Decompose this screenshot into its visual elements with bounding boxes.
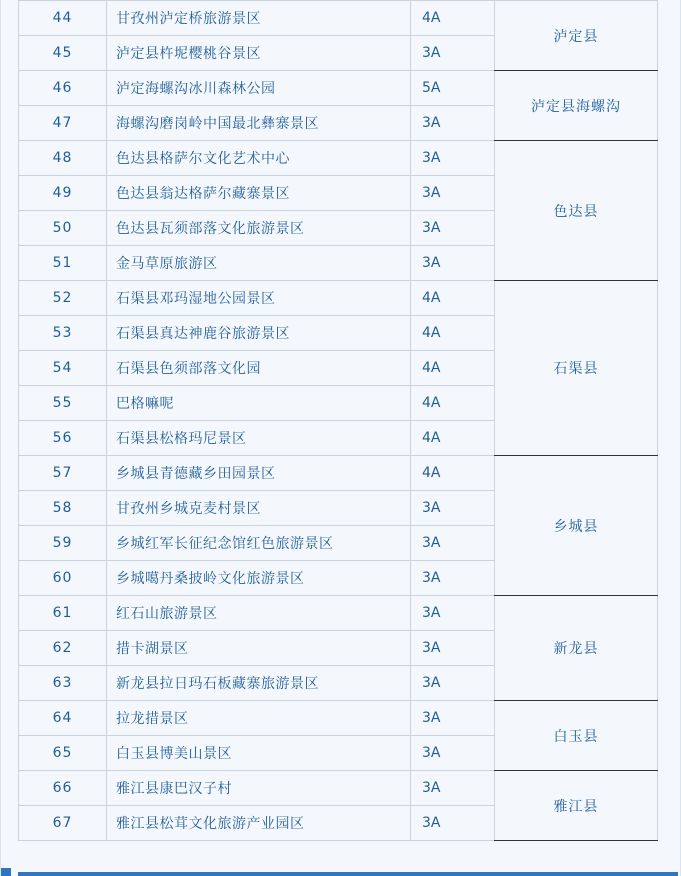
scenic-area-table [18,0,658,841]
scenic-area-level: 4A [411,281,495,316]
scenic-area-level: 3A [411,561,495,596]
row-number: 52 [19,281,107,316]
row-number: 51 [19,246,107,281]
table-row [19,281,658,316]
scenic-area-level: 3A [411,806,495,841]
county-name: 白玉县 [553,728,599,745]
scenic-area-name: 雅江县康巴汉子村 [107,771,411,806]
county-name: 泸定县海螺沟 [531,98,621,115]
scenic-area-name: 甘孜州乡城克麦村景区 [107,491,411,526]
scenic-area-name: 乡城红军长征纪念馆红色旅游景区 [107,526,411,561]
scenic-area-name: 红石山旅游景区 [107,596,411,631]
table-row [19,71,658,106]
scenic-area-level: 3A [411,596,495,631]
row-number: 49 [19,176,107,211]
scenic-area-name: 海螺沟磨岗岭中国最北彝寨景区 [107,106,411,141]
table-row [19,596,658,631]
scenic-area-name: 甘孜州泸定桥旅游景区 [107,1,411,36]
scenic-area-level: 3A [411,176,495,211]
scenic-area-name: 乡城县青德藏乡田园景区 [107,456,411,491]
table-row [19,456,658,491]
row-number: 58 [19,491,107,526]
county-name: 色达县 [553,203,599,220]
scenic-area-name: 色达县瓦须部落文化旅游景区 [107,211,411,246]
scenic-area-name: 拉龙措景区 [107,701,411,736]
county-name: 泸定县 [553,28,599,45]
scenic-area-level: 3A [411,701,495,736]
county-cell [495,1,658,71]
scenic-area-name: 金马草原旅游区 [107,246,411,281]
scenic-area-level: 3A [411,736,495,771]
table-row [19,141,658,176]
scenic-area-level: 4A [411,316,495,351]
scenic-area-level: 3A [411,526,495,561]
scenic-area-level: 3A [411,211,495,246]
scenic-area-name: 色达县翁达格萨尔藏寨景区 [107,176,411,211]
scenic-area-level: 3A [411,771,495,806]
scenic-area-name: 色达县格萨尔文化艺术中心 [107,141,411,176]
row-number: 66 [19,771,107,806]
row-number: 63 [19,666,107,701]
scenic-area-name: 泸定海螺沟冰川森林公园 [107,71,411,106]
scenic-area-level: 3A [411,491,495,526]
county-cell [495,771,658,841]
scenic-area-name: 新龙县拉日玛石板藏寨旅游景区 [107,666,411,701]
table-row [19,701,658,736]
row-number: 57 [19,456,107,491]
county-name: 新龙县 [553,641,599,657]
scenic-area-level: 4A [411,456,495,491]
scenic-area-name: 雅江县松茸文化旅游产业园区 [107,806,411,841]
row-number: 67 [19,806,107,841]
scenic-area-name: 泸定县杵坭樱桃谷景区 [107,36,411,71]
county-name: 乡城县 [553,518,599,535]
row-number: 53 [19,316,107,351]
row-number: 56 [19,421,107,456]
county-name: 雅江县 [553,798,599,815]
table-row [19,1,658,36]
county-cell [495,141,658,281]
row-number: 64 [19,701,107,736]
table-row [19,771,658,806]
scenic-area-name: 白玉县博美山景区 [107,736,411,771]
scenic-area-level: 3A [411,106,495,141]
scenic-area-level: 4A [411,386,495,421]
table-body [19,1,658,841]
row-number: 46 [19,71,107,106]
scenic-area-level: 3A [411,246,495,281]
row-number: 47 [19,106,107,141]
scenic-area-level: 4A [411,421,495,456]
county-cell [495,596,658,701]
scenic-area-level: 3A [411,631,495,666]
row-number: 48 [19,141,107,176]
row-number: 59 [19,526,107,561]
scenic-area-name: 乡城噶丹桑披岭文化旅游景区 [107,561,411,596]
scenic-area-name: 石渠县真达神鹿谷旅游景区 [107,316,411,351]
scenic-area-level: 3A [411,666,495,701]
scenic-area-name: 措卡湖景区 [107,631,411,666]
scenic-area-name: 石渠县邓玛湿地公园景区 [107,281,411,316]
scenic-area-level: 4A [411,351,495,386]
row-number: 62 [19,631,107,666]
row-number: 50 [19,211,107,246]
scenic-area-level: 3A [411,141,495,176]
county-name: 石渠县 [553,361,599,377]
row-number: 61 [19,596,107,631]
row-number: 60 [19,561,107,596]
county-cell [495,456,658,596]
county-cell [495,71,658,141]
scenic-area-level: 3A [411,36,495,71]
row-number: 44 [19,1,107,36]
scenic-area-name: 巴格嘛呢 [107,386,411,421]
scenic-area-level: 4A [411,1,495,36]
county-cell [495,701,658,771]
row-number: 45 [19,36,107,71]
scenic-area-name: 石渠县色须部落文化园 [107,351,411,386]
scenic-area-level: 5A [411,71,495,106]
county-cell [495,281,658,456]
row-number: 55 [19,386,107,421]
bottom-accent-bar [18,872,678,876]
row-number: 65 [19,736,107,771]
scenic-area-name: 石渠县松格玛尼景区 [107,421,411,456]
row-number: 54 [19,351,107,386]
page-edge-marker [1,868,11,876]
